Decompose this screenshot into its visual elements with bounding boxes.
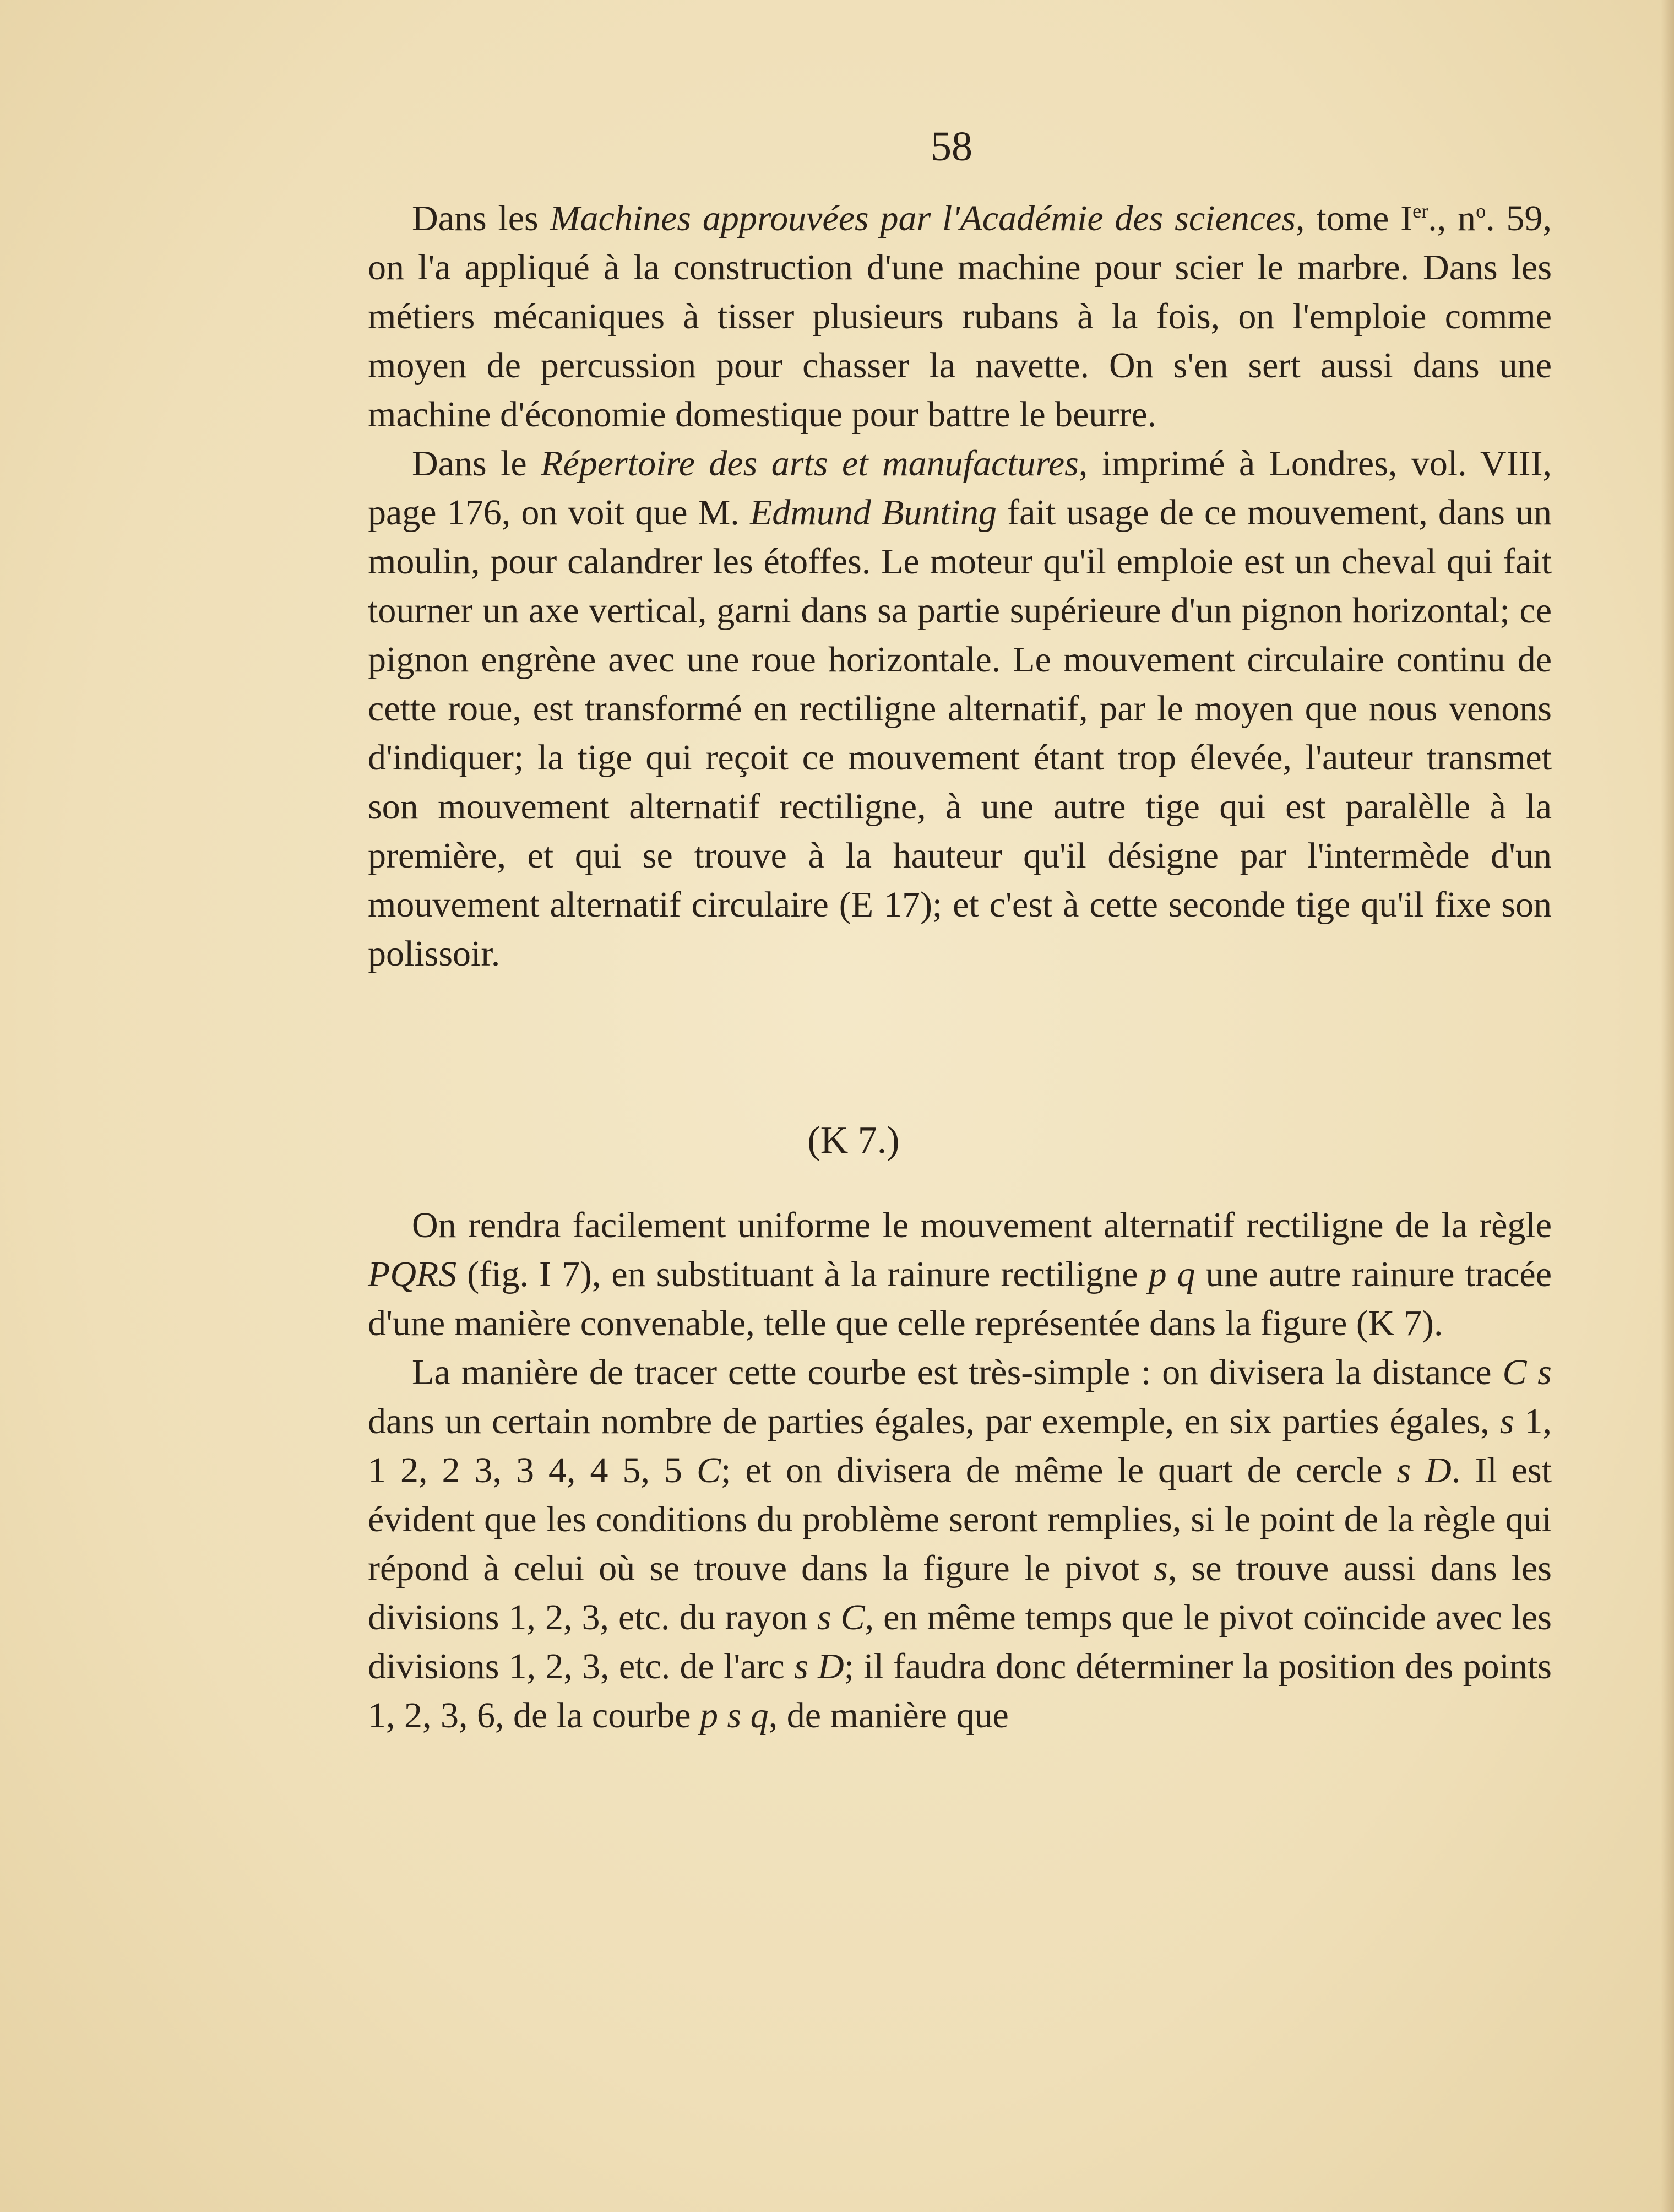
text-run: ; il faudra donc déterminer la position des points 1, 2, 3, 6, de la courbe xyxy=(368,1646,1552,1736)
italic-text: s xyxy=(1499,1401,1514,1441)
text-block-lower xyxy=(368,1201,1552,1740)
text-run: , en même temps que le pivot coïncide avec les divisions 1, 2, 3, etc. de l'arc xyxy=(368,1597,1552,1687)
italic-text: Répertoire des arts et manufactures xyxy=(541,443,1079,484)
italic-text: s C xyxy=(817,1597,865,1638)
text-run: . Il est évident que les conditions du problème seront remplies, si le point de la règle qui répond à celui où se trouve dans la figure le pivot xyxy=(368,1450,1552,1588)
italic-text: p q xyxy=(1148,1254,1195,1294)
text-run: une autre rainure tracée d'une manière convenable, telle que celle représentée dans la figure (K 7). xyxy=(368,1254,1552,1343)
italic-text: Machines approuvées par l'Académie des sciences xyxy=(550,198,1296,238)
italic-text: s xyxy=(1154,1548,1168,1588)
italic-text: Edmund Bunting xyxy=(749,492,997,533)
text-block-upper xyxy=(368,194,1552,978)
paragraph xyxy=(368,1201,1552,1348)
superscript-text: o xyxy=(1476,200,1486,222)
text-run: , de manière que xyxy=(768,1695,1009,1736)
text-run: (fig. I 7), en substituant à la rainure rectiligne xyxy=(456,1254,1149,1294)
page-number: 58 xyxy=(931,123,972,170)
superscript-text: er xyxy=(1412,200,1428,222)
italic-text: C xyxy=(697,1450,721,1490)
text-run: La manière de tracer cette courbe est très-simple : on divisera la distance xyxy=(412,1352,1503,1392)
paragraph xyxy=(368,439,1552,978)
text-run: ., n xyxy=(1428,198,1476,238)
text-run: Dans les xyxy=(412,198,550,238)
text-run: , se trouve aussi dans les divisions 1, 2, 3, etc. du rayon xyxy=(368,1548,1552,1638)
text-run: On rendra facilement uniforme le mouvement alternatif rectiligne de la règle xyxy=(412,1205,1552,1245)
text-run: 1, 1 2, 2 3, 3 4, 4 5, 5 xyxy=(368,1401,1552,1490)
italic-text: PQRS xyxy=(368,1254,457,1294)
text-run: , tome I xyxy=(1296,198,1413,238)
italic-text: p s q xyxy=(700,1695,769,1736)
italic-text: s D xyxy=(1396,1450,1452,1490)
italic-text: C s xyxy=(1502,1352,1552,1392)
section-heading: (K 7.) xyxy=(807,1119,900,1162)
text-run: Dans le xyxy=(412,443,541,484)
text-run: . 59, on l'a appliqué à la construction d'une machine pour scier le marbre. Dans les métiers mécaniques à tisser plusieurs rubans à la fois, on l'emploie comme moyen de percussion pour chasser la navette. On s'en sert aussi dans une machine d'économie domestique pour battre le beurre. xyxy=(368,198,1552,435)
paragraph xyxy=(368,194,1552,439)
italic-text: s D xyxy=(794,1646,844,1687)
paragraph xyxy=(368,1348,1552,1740)
text-run: ; et on divisera de même le quart de cercle xyxy=(721,1450,1397,1490)
text-run: fait usage de ce mouvement, dans un moulin, pour calandrer les étoffes. Le moteur qu'il emploie est un cheval qui fait tourner un axe vertical, garni dans sa partie supérieure d'un pignon horizontal; ce pignon engrène avec une roue horizontale. Le mouvement circulaire continu de cette roue, est transformé en rectiligne alternatif, par le moyen que nous venons d'indiquer; la tige qui reçoit ce mouvement étant trop élevée, l'auteur transmet son mouvement alternatif rectiligne, à une autre tige qui est paralèlle à la première, et qui se trouve à la hauteur qu'il désigne par l'intermède d'un mouvement alternatif circulaire (E 17); et c'est à cette seconde tige qu'il fixe son polissoir. xyxy=(368,492,1552,974)
text-run: , imprimé à Londres, vol. VIII, page 176, on voit que M. xyxy=(368,443,1552,533)
text-run: dans un certain nombre de parties égales, par exemple, en six parties égales, xyxy=(368,1401,1500,1441)
page-edge-shadow xyxy=(1661,0,1674,2212)
